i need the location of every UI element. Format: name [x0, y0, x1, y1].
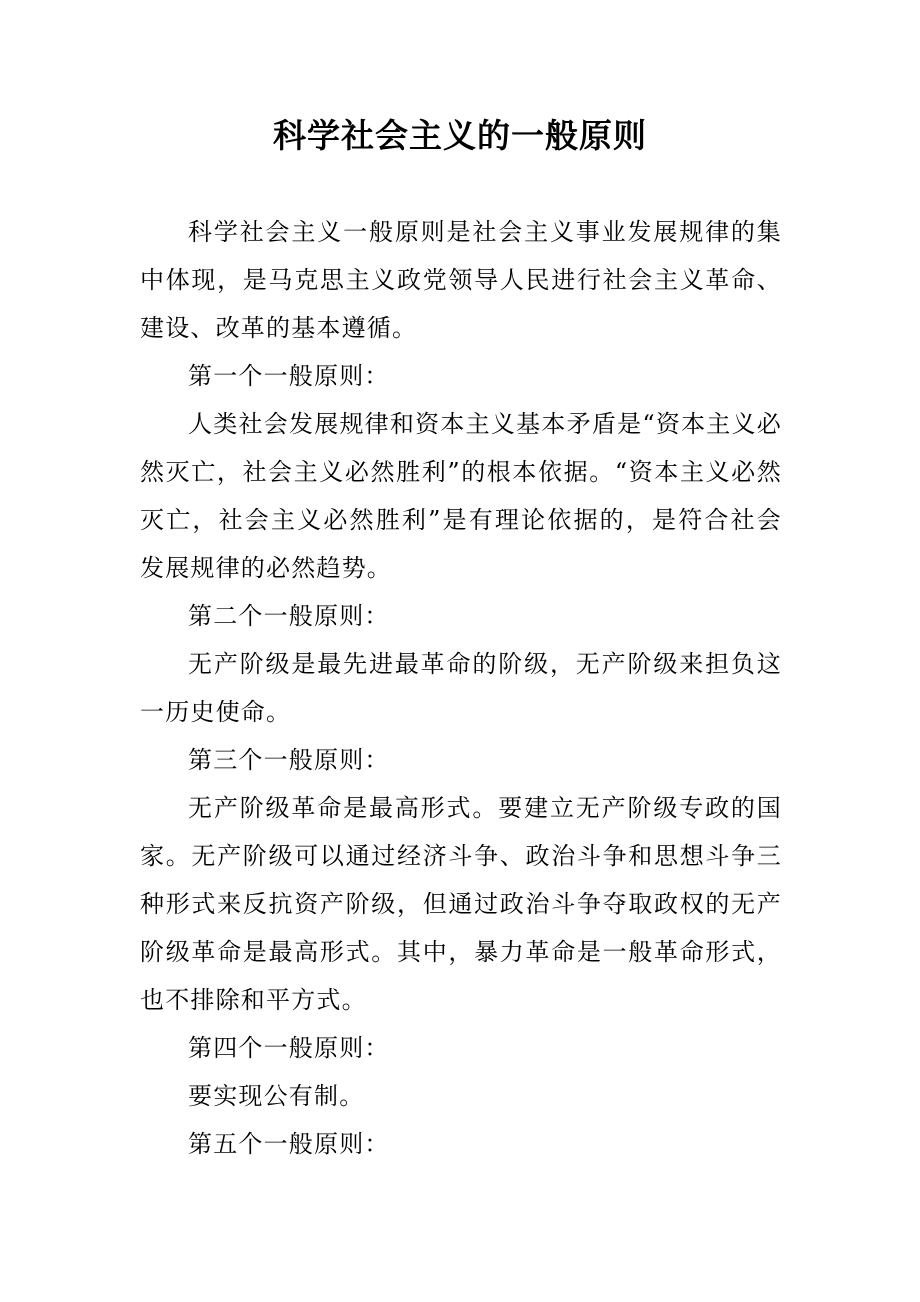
principle-two-paragraph: 无产阶级是最先进最革命的阶级，无产阶级来担负这一历史使命。	[140, 650, 782, 726]
principle-three-paragraph: 无产阶级革命是最高形式。要建立无产阶级专政的国家。无产阶级可以通过经济斗争、政治斗争和思想斗争三种形式来反抗资产阶级，但通过政治斗争夺取政权的无产阶级革命是最高形式。其中，暴力革命是一般革命形式，也不排除和平方式。	[140, 794, 782, 1014]
intro-paragraph: 科学社会主义一般原则是社会主义事业发展规律的集中体现，是马克思主义政党领导人民进行社会主义革命、建设、改革的基本遵循。	[140, 218, 782, 342]
principle-one-paragraph: 人类社会发展规律和资本主义基本矛盾是“资本主义必然灭亡，社会主义必然胜利”的根本依据。“资本主义必然灭亡，社会主义必然胜利”是有理论依据的，是符合社会发展规律的必然趋势。	[140, 410, 782, 582]
principle-three-heading: 第三个一般原则：	[188, 746, 390, 774]
principle-five-heading: 第五个一般原则：	[188, 1130, 390, 1158]
document-body	[140, 208, 782, 1168]
principle-one-heading: 第一个一般原则：	[188, 362, 390, 390]
principle-two-heading: 第二个一般原则：	[188, 602, 390, 630]
principle-four-paragraph: 要实现公有制。	[188, 1082, 365, 1110]
principle-four-heading: 第四个一般原则：	[188, 1034, 390, 1062]
document-title: 科学社会主义的一般原则	[273, 116, 647, 155]
